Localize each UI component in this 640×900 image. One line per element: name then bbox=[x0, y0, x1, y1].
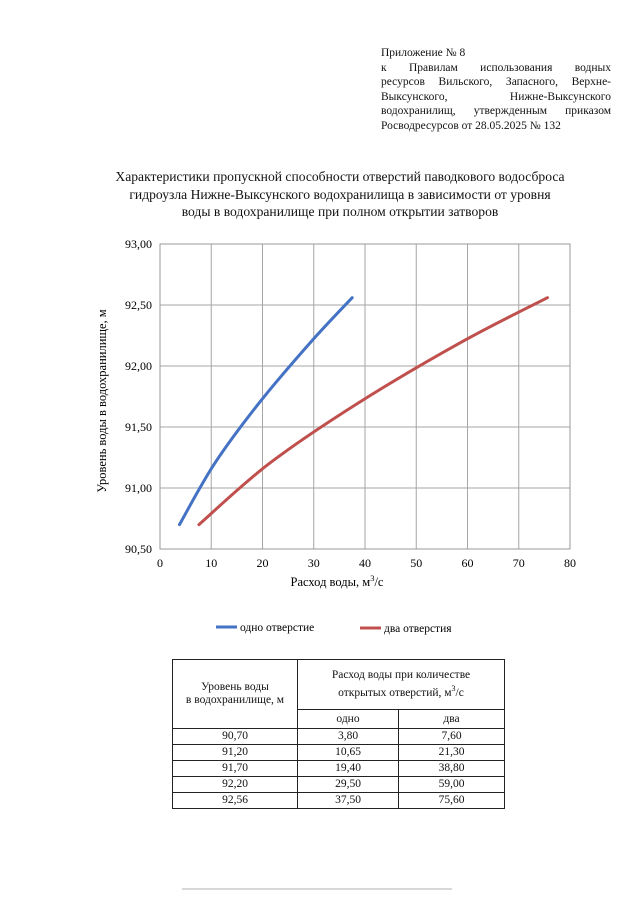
table-row bbox=[173, 777, 505, 793]
x-axis-label-text: Расход воды, м bbox=[290, 575, 371, 589]
appendix-line: Выксунского, Нижне-Выксунского bbox=[381, 90, 611, 103]
x-axis-label-sup: 3 bbox=[370, 573, 375, 583]
table-row bbox=[173, 729, 505, 745]
header-flow bbox=[298, 660, 505, 710]
cell-two: 21,30 bbox=[399, 745, 505, 761]
header-one: одно bbox=[298, 710, 399, 729]
x-tick-label: 30 bbox=[307, 556, 320, 570]
x-axis-label bbox=[291, 573, 384, 589]
appendix-line: водохранилищ, утвержденным приказом bbox=[381, 105, 611, 118]
cell-level: 92,20 bbox=[173, 777, 298, 793]
y-axis-label: Уровень воды в водохранилище, м bbox=[95, 309, 109, 493]
x-tick-label: 0 bbox=[157, 556, 163, 570]
cell-level: 91,20 bbox=[173, 745, 298, 761]
y-tick-label: 92,50 bbox=[125, 298, 152, 312]
header-flow-suffix: /с bbox=[455, 687, 464, 700]
cell-level: 92,56 bbox=[173, 793, 298, 809]
header-flow-line: Расход воды при количестве bbox=[331, 669, 471, 682]
header-two: два bbox=[399, 710, 505, 729]
x-axis-ticks bbox=[157, 556, 576, 570]
cell-two: 59,00 bbox=[399, 777, 505, 793]
cell-level: 91,70 bbox=[173, 761, 298, 777]
x-axis-label-suffix: /с bbox=[374, 575, 384, 589]
header-level bbox=[173, 660, 298, 729]
cell-one: 3,80 bbox=[298, 729, 399, 745]
chart-title-line: воды в водохранилище при полном открытии затворов bbox=[181, 204, 499, 219]
scan-edge-mark bbox=[182, 888, 452, 890]
cell-two: 75,60 bbox=[399, 793, 505, 809]
cell-level: 90,70 bbox=[173, 729, 298, 745]
table-row bbox=[173, 793, 505, 809]
header-level-line: Уровень воды bbox=[201, 681, 269, 693]
chart-title-line: гидроузла Нижне-Выксунского водохранилища в зависимости от уровня bbox=[129, 186, 551, 202]
flow-table bbox=[172, 659, 505, 809]
y-tick-label: 93,00 bbox=[125, 237, 152, 251]
header-flow-line: открытых отверстий, м bbox=[338, 687, 452, 700]
legend-label-one: одно отверстие bbox=[240, 622, 315, 634]
y-tick-label: 91,50 bbox=[125, 420, 152, 434]
x-tick-label: 10 bbox=[205, 556, 218, 570]
cell-one: 19,40 bbox=[298, 761, 399, 777]
table-row bbox=[173, 745, 505, 761]
appendix-line: ресурсов Вильского, Запасного, Верхне- bbox=[381, 76, 611, 89]
x-tick-label: 60 bbox=[461, 556, 474, 570]
x-tick-label: 20 bbox=[256, 556, 269, 570]
x-tick-label: 70 bbox=[512, 556, 525, 570]
legend-label-two: два отверстия bbox=[384, 623, 452, 635]
y-tick-label: 92,00 bbox=[125, 359, 152, 373]
legend bbox=[216, 622, 452, 635]
cell-two: 38,80 bbox=[399, 761, 505, 777]
cell-one: 10,65 bbox=[298, 745, 399, 761]
x-tick-label: 80 bbox=[564, 556, 576, 570]
cell-one: 29,50 bbox=[298, 777, 399, 793]
appendix-line: к Правилам использования водных bbox=[381, 61, 611, 74]
cell-one: 37,50 bbox=[298, 793, 399, 809]
x-tick-label: 50 bbox=[410, 556, 423, 570]
header-level-line: в водохранилище, м bbox=[185, 694, 285, 706]
y-tick-label: 90,50 bbox=[125, 542, 152, 556]
header-flow-sup: 3 bbox=[451, 684, 456, 694]
y-axis-ticks bbox=[125, 237, 152, 556]
appendix-line: Приложение № 8 bbox=[381, 47, 466, 59]
y-tick-label: 91,00 bbox=[125, 481, 152, 495]
cell-two: 7,60 bbox=[399, 729, 505, 745]
x-tick-label: 40 bbox=[359, 556, 371, 570]
table-row bbox=[173, 761, 505, 777]
appendix-line: Росводресурсов от 28.05.2025 № 132 bbox=[381, 119, 561, 132]
chart-title-line: Характеристики пропускной способности отверстий паводкового водосброса bbox=[115, 169, 565, 184]
